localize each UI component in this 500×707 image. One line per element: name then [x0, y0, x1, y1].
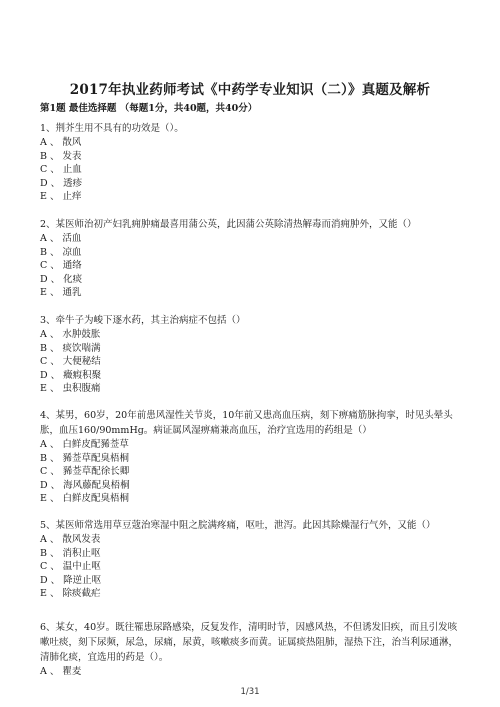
option-c: C 、 温中止呕: [40, 561, 101, 573]
option-d: D 、 降逆止呕: [40, 574, 102, 586]
question-stem: 5、某医师常选用草豆蔻治寒湿中阻之脘满疼痛，呕吐，泄泻。此因其除燥湿行气外，又能（）: [40, 520, 436, 531]
option-d: D 、 透疹: [40, 177, 83, 189]
option-e: E 、 通乳: [40, 287, 82, 299]
option-a: A 、 瞿麦: [40, 666, 82, 677]
option-a: A 、 白鲜皮配豨莶草: [40, 439, 129, 450]
option-c: C 、 大便秘结: [40, 356, 101, 368]
option-e: E 、 白鲜皮配臭梧桐: [40, 493, 129, 505]
document-title: 2017年执业药师考试《中药学专业知识（二）》真题及解析: [69, 82, 431, 98]
question-4: [40, 408, 460, 506]
question-6: [40, 620, 460, 679]
option-e: E 、 除痰截疟: [40, 588, 101, 600]
option-a: A 、 水肿鼓胀: [40, 329, 101, 340]
option-d: D 、 癥瘕积聚: [40, 369, 102, 381]
option-d: D 、 海风藤配臭梧桐: [40, 479, 130, 491]
option-b: B 、 凉血: [40, 246, 82, 258]
option-a: A 、 散风发表: [40, 534, 101, 545]
question-5: [40, 518, 460, 601]
question-3: [40, 313, 460, 396]
question-1: [40, 121, 460, 204]
option-c: C 、 豨莶草配徐长卿: [40, 466, 130, 478]
option-b: B 、 痰饮喘满: [40, 342, 101, 354]
option-c: C 、 止血: [40, 164, 82, 176]
option-c: C 、 通络: [40, 260, 82, 272]
question-2: [40, 217, 460, 300]
option-e: E 、 虫积腹痛: [40, 383, 101, 395]
option-b: B 、 消积止呕: [40, 547, 101, 559]
page-number: 1/31: [240, 687, 260, 697]
section-heading: 第1题 最佳选择题 （每题1分，共40题，共40分）: [40, 103, 258, 114]
option-b: B 、 豨莶草配臭梧桐: [40, 452, 130, 464]
question-stem: 2、某医师治初产妇乳痈肿痛最喜用蒲公英，此因蒲公英除清热解毒而消痈肿外，又能（）: [40, 219, 417, 230]
option-b: B 、 发表: [40, 150, 82, 162]
question-stem: 3、牵牛子为峻下逐水药，其主治病症不包括（）: [40, 315, 246, 326]
option-e: E 、 止痒: [40, 191, 82, 203]
option-d: D 、 化痰: [40, 273, 83, 285]
option-a: A 、 散风: [40, 137, 82, 148]
question-stem: 1、荆芥生用不具有的功效是（）。: [40, 123, 184, 134]
question-stem: 4、某男，60岁，20年前患风湿性关节炎，10年前又患高血压病，刻下痹痛筋脉拘挛，时见头晕头胀，血压160/90mmHg。病证属风湿痹痛兼高血压，治疗宜选用的药组是（）: [40, 410, 453, 436]
option-a: A 、 活血: [40, 233, 82, 244]
question-stem: 6、某女，40岁。既往罹患尿路感染，反复发作，清明时节，因感风热，不但诱发旧疾，而且引发咳嗽吐痰，刻下尿频，尿急，尿痛，尿黄，咳嗽痰多而黄。证属痰热阻肺，湿热下注，治当利尿通淋，清肺化痰，宜选用的药是（）。: [40, 622, 459, 663]
